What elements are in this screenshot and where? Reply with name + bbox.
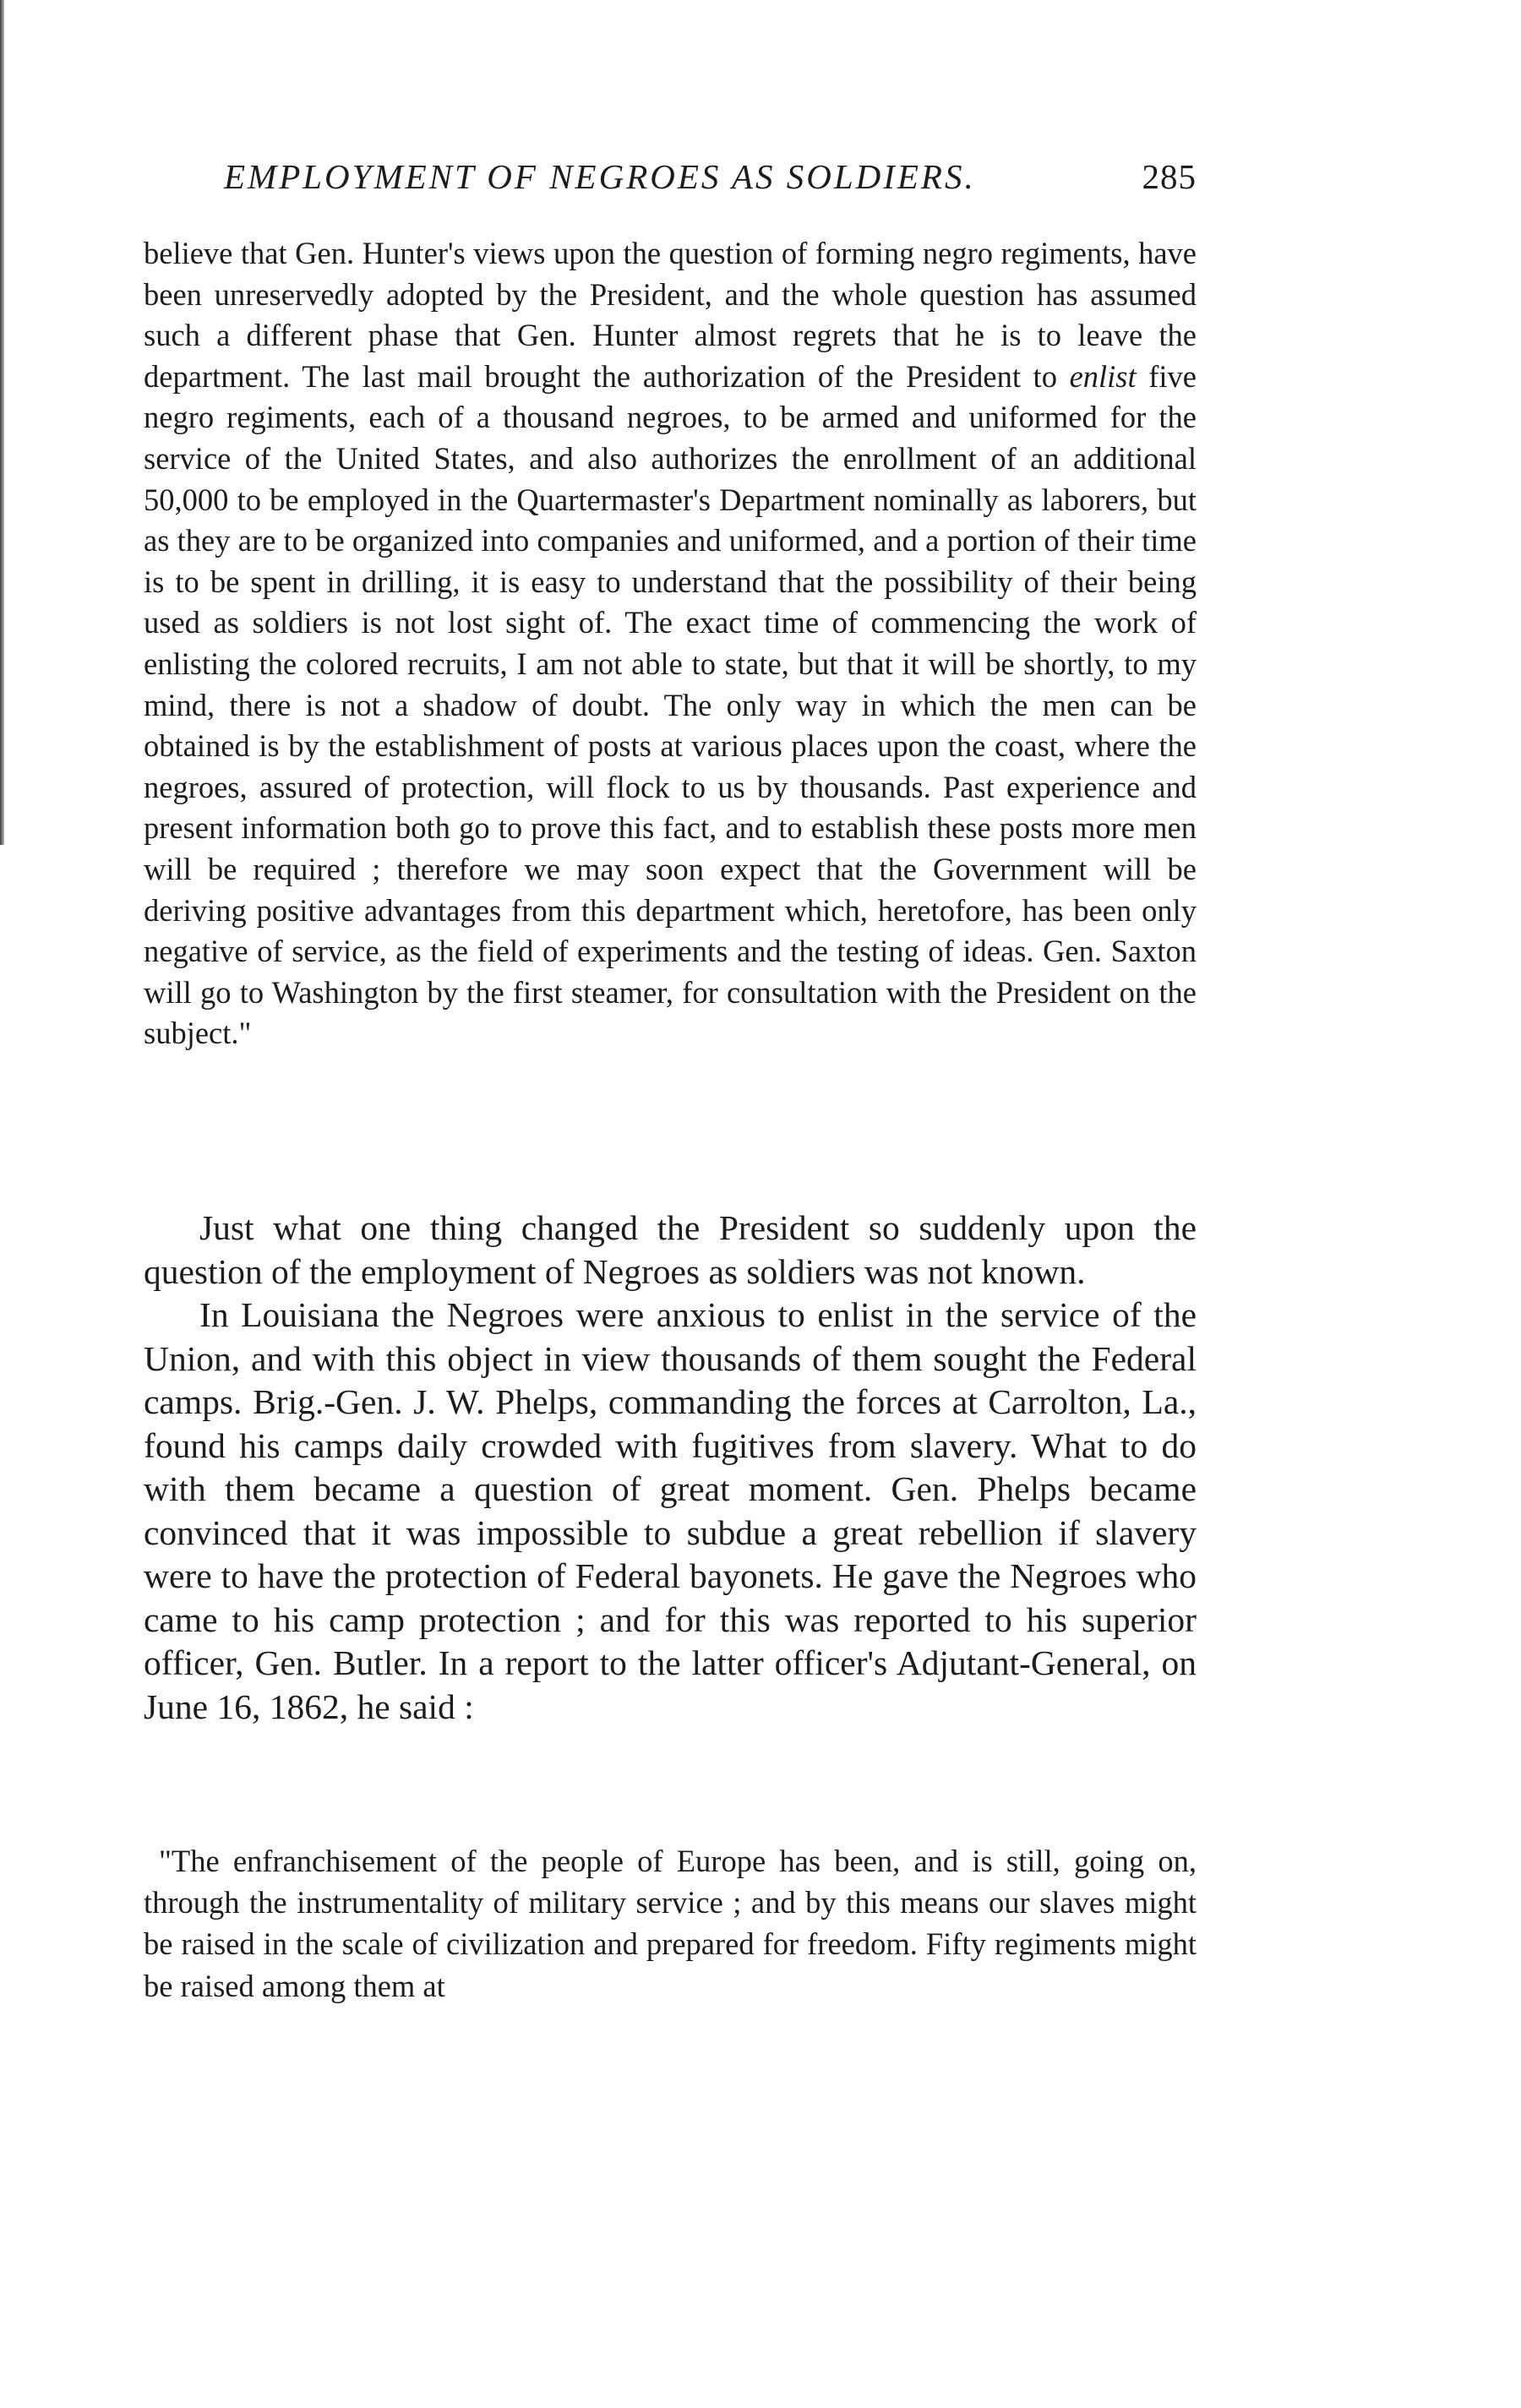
- body-paragraph-1: Just what one thing changed the President so suddenly upon the question of the employment of Negroes as soldiers was not known.: [144, 1208, 1197, 1291]
- body-text-block: [144, 1207, 1197, 1729]
- quote-continued-paragraph: [144, 233, 1197, 1054]
- italic-word-enlist: enlist: [1069, 358, 1137, 394]
- phelps-quote-paragraph: "The enfranchisement of the people of Europe has been, and is still, going on, through the instrumentality of military service ; and by this means our slaves might be raised in the scale of civilization and prepared for freedom. Fifty regiments might be raised among them at: [144, 1844, 1197, 2003]
- page-edge-shadow: [0, 0, 4, 845]
- phelps-quote-block: [144, 1840, 1197, 2007]
- quote-text-before-italic: believe that Gen. Hunter's views upon the question of forming negro regiments, have been unreservedly adopted by the President, and the whole question has assumed such a different phase that Gen. Hunter almost regrets that he is to leave the department. The last mail brought the authorization of the President to: [144, 236, 1197, 394]
- quote-text-after-italic: five negro regiments, each of a thousand negroes, to be armed and uniformed for the service of the United States, and also authorizes the enrollment of an additional 50,000 to be employed in the Quartermaster's Department nominally as laborers, but as they are to be organized into companies and uniformed, and a portion of their time is to be spent in drilling, it is easy to understand that the possibility of their being used as soldiers is not lost sight of. The exact time of commencing the work of enlisting the colored recruits, I am not able to state, but that it will be shortly, to my mind, there is not a shadow of doubt. The only way in which the men can be obtained is by the establishment of posts at various places upon the coast, where the negroes, assured of protection, will flock to us by thousands. Past experience and present information both go to prove this fact, and to establish these posts more men will be required ; therefore we may soon expect that the Government will be deriving positive advantages from this department which, heretofore, has been only negative of service, as the field of experiments and the testing of ideas. Gen. Saxton will go to Washington by the first steamer, for consultation with the President on the subject.": [144, 358, 1197, 1051]
- running-head: [194, 156, 1197, 207]
- page-number: 285: [1142, 157, 1197, 196]
- body-paragraph-2: In Louisiana the Negroes were anxious to enlist in the service of the Union, and with this object in view thousands of them sought the Federal camps. Brig.-Gen. J. W. Phelps, commanding the forces at Carrolton, La., found his camps daily crowded with fugitives from slavery. What to do with them became a question of great moment. Gen. Phelps became convinced that it was impossible to subdue a great rebellion if slavery were to have the protection of Federal bayonets. He gave the Negroes who came to his camp protection ; and for this was reported to his superior officer, Gen. Butler. In a report to the latter officer's Adjutant-General, on June 16, 1862, he said :: [144, 1295, 1197, 1726]
- running-title: EMPLOYMENT OF NEGROES AS SOLDIERS.: [224, 157, 976, 196]
- quote-continued-block: [144, 233, 1197, 1054]
